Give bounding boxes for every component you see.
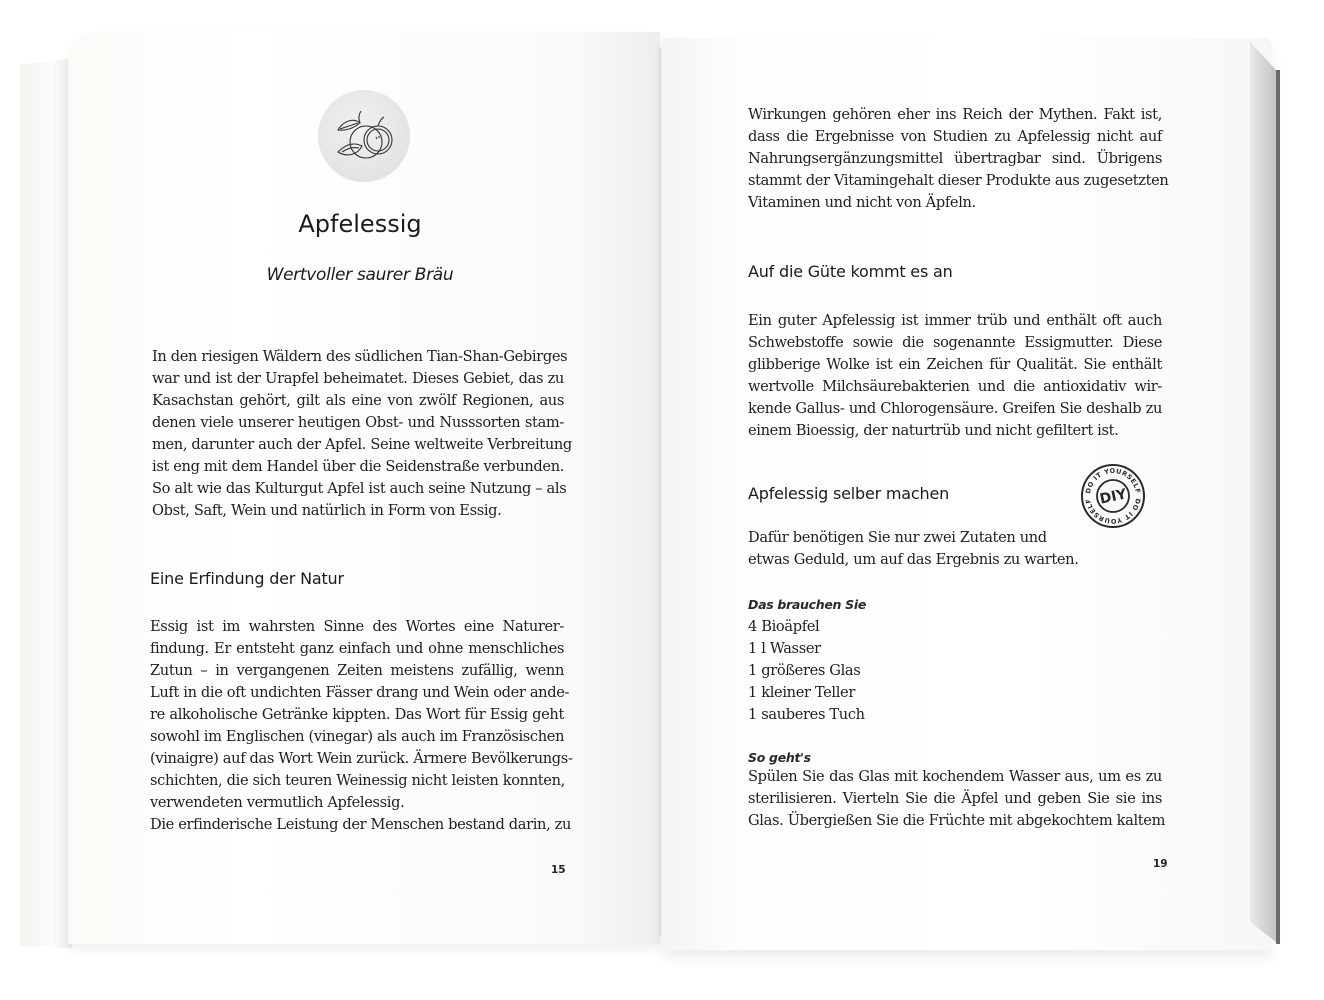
text-line: sowohl im Englischen (vinegar) als auch im Französischen [150,728,565,745]
text-line: glibberige Wolke ist ein Zeichen für Qualität. Sie enthält [748,356,1162,373]
chapter-subtitle: Wertvoller saurer Bräu [266,265,454,285]
quality-heading: Auf die Güte kommt es an [748,262,953,281]
list-item: 1 größeres Glas [748,662,861,679]
text-line: Kasachstan gehört, gilt als eine von zwölf Regionen, aus [152,392,564,409]
list-item: 1 sauberes Tuch [748,706,865,723]
text-line: Obst, Saft, Wein und natürlich in Form von Essig. [152,502,502,519]
text-line: Essig ist im wahrsten Sinne des Wortes eine Naturer- [150,618,564,635]
text-line: kende Gallus- und Chlorogensäure. Greifen Sie deshalb zu [748,400,1162,417]
page-number-right: 19 [1153,858,1168,870]
text-line: Glas. Übergießen Sie die Früchte mit abgekochtem kaltem [748,812,1166,829]
text-line: denen viele unserer heutigen Obst- und Nusssorten stam- [152,414,564,431]
diy-heading: Apfelessig selber machen [748,484,950,503]
text-line: dass die Ergebnisse von Studien zu Apfelessig nicht auf [748,128,1162,145]
text-line: wertvolle Milchsäurebakterien und die antioxidativ wir- [748,378,1162,395]
text-line: etwas Geduld, um auf das Ergebnis zu warten. [748,551,1079,568]
quality-paragraph [748,310,1162,442]
list-item: 1 l Wasser [748,640,821,657]
ingredients-label: Das brauchen Sie [748,597,867,612]
book-gutter [659,48,661,936]
text-line: Wirkungen gehören eher ins Reich der Mythen. Fakt ist, [748,106,1162,123]
text-line: (vinaigre) auf das Wort Wein zurück. Ärmere Bevölkerungs- [150,750,573,767]
text-line: schichten, die sich teuren Weinessig nicht leisten konnten, [150,772,565,789]
text-line: men, darunter auch der Apfel. Seine weltweite Verbreitung [152,436,572,453]
text-line: Die erfinderische Leistung der Menschen bestand darin, zu [150,816,572,833]
list-item: 4 Bioäpfel [748,618,820,635]
section-heading: Eine Erfindung der Natur [150,569,344,588]
text-line: Luft in die oft undichten Fässer drang und Wein oder ande- [150,684,570,701]
text-line: In den riesigen Wäldern des südlichen Tian-Shan-Gebirges [152,348,568,365]
text-line: Dafür benötigen Sie nur zwei Zutaten und [748,529,1047,546]
chapter-title: Apfelessig [298,210,422,238]
text-line: Nahrungsergänzungsmittel übertragbar sind. Übrigens [748,150,1162,167]
svg-text:DO IT YOURSELF: DO IT YOURSELF [1084,497,1142,526]
text-line: Zutun – in vergangenen Zeiten meistens zufällig, wenn [150,662,564,679]
text-line: So alt wie das Kulturgut Apfel ist auch seine Nutzung – als [152,480,567,497]
ingredients-list [748,616,865,726]
text-line: stammt der Vitamingehalt dieser Produkte aus zugesetzten [748,172,1169,189]
text-line: re alkoholische Getränke kippten. Das Wort für Essig geht [150,706,564,723]
text-line: Spülen Sie das Glas mit kochendem Wasser aus, um es zu [748,768,1162,785]
list-item: 1 kleiner Teller [748,684,855,701]
book-cover-edge [1276,70,1280,944]
diy-stamp-icon [1080,463,1146,529]
top-paragraph [748,104,1169,214]
steps-label: So geht's [748,750,811,765]
steps-paragraph [748,766,1166,832]
text-line: verwendeten vermutlich Apfelessig. [150,794,405,811]
apple-illustration-icon [318,90,410,182]
svg-text:DO IT YOURSELF: DO IT YOURSELF [1084,466,1142,495]
diy-intro [748,527,1078,571]
text-line: Ein guter Apfelessig ist immer trüb und enthält oft auch [748,312,1162,329]
section-paragraph [150,616,573,836]
left-page-stack-edge [20,58,72,948]
page-number-left: 15 [551,864,566,876]
intro-paragraph [152,346,572,522]
text-line: einem Bioessig, der naturtrüb und nicht gefiltert ist. [748,422,1119,439]
text-line: Vitaminen und nicht von Äpfeln. [748,194,976,211]
text-line: ist eng mit dem Handel über die Seidenstraße verbunden. [152,458,565,475]
text-line: sterilisieren. Vierteln Sie die Äpfel und geben Sie sie ins [748,790,1162,807]
text-line: findung. Er entsteht ganz einfach und ohne menschliches [150,640,564,657]
text-line: war und ist der Urapfel beheimatet. Dieses Gebiet, das zu [152,370,564,387]
svg-text:DIY: DIY [1098,486,1129,508]
text-line: Schwebstoffe sowie die sogenannte Essigmutter. Diese [748,334,1162,351]
